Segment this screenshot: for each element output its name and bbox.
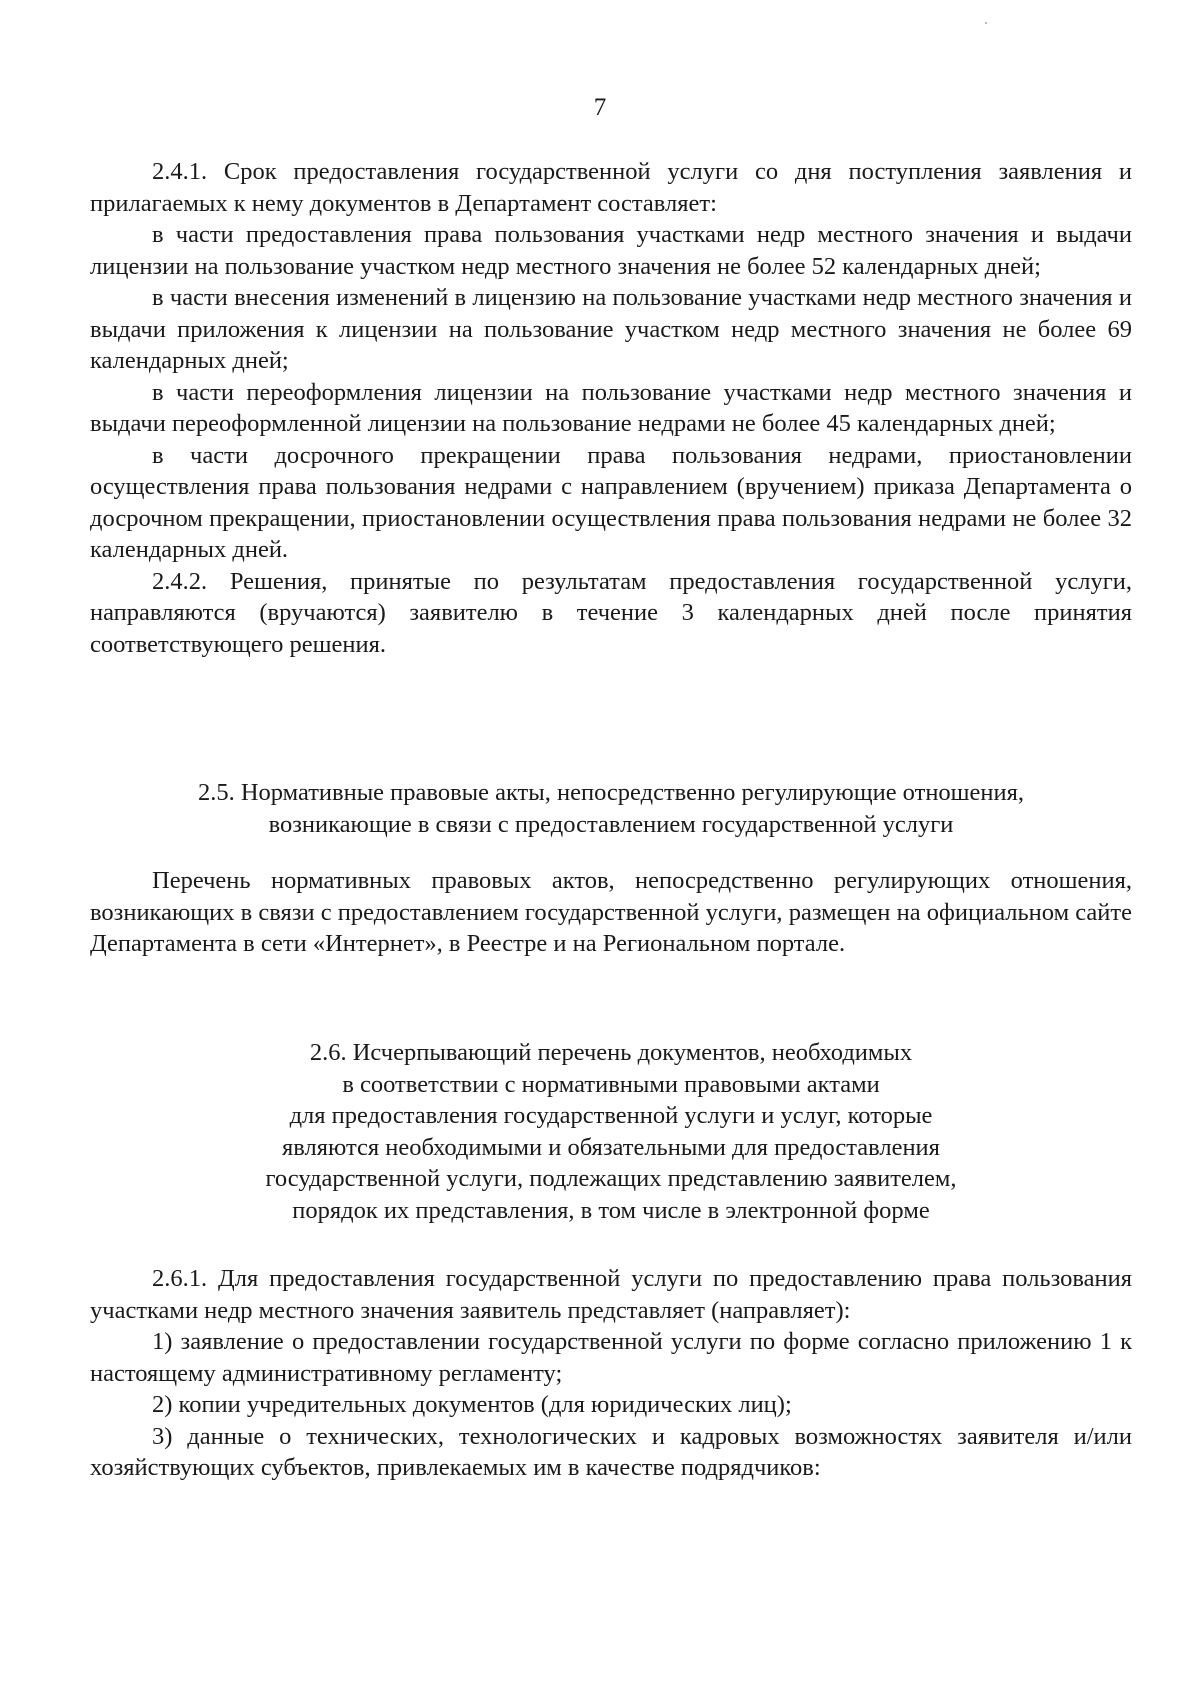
paragraph-2-6-1-item-1: 1) заявление о предоставлении государственной услуги по форме согласно приложению 1 к настоящему административному регламенту; — [90, 1328, 1132, 1387]
section-2-6-1 — [90, 1263, 1132, 1484]
paragraph-2-4-1-item-1: в части предоставления права пользования участками недр местного значения и выдачи лицензии на пользование участком недр местного значения не более 52 календарных дней; — [90, 221, 1132, 280]
paragraph-2-4-1: 2.4.1. Срок предоставления государственной услуги со дня поступления заявления и прилагаемых к нему документов в Департамент составляет: — [90, 158, 1132, 217]
heading-2-5-line: возникающие в связи с предоставлением государственной услуги — [268, 810, 954, 838]
paragraph-2-4-2: 2.4.2. Решения, принятые по результатам предоставления государственной услуги, направляются (вручаются) заявителю в течение 3 календарных дней после принятия соответствующего решения. — [90, 567, 1132, 658]
paragraph-2-6-1-item-3: 3) данные о технических, технологических и кадровых возможностях заявителя и/или хозяйствующих субъектов, привлекаемых им в качестве подрядчиков: — [90, 1422, 1132, 1481]
paragraph-2-4-1-item-4: в части досрочного прекращении права пользования недрами, приостановлении осуществления права пользования недрами с направлением (вручением) приказа Департамента о досрочном прекращении, приостановлении осуществления права пользования недрами не более 32 календарных дней. — [90, 441, 1132, 563]
section-2-5-body — [90, 865, 1132, 960]
heading-2-5 — [90, 777, 1132, 840]
paragraph-2-5: Перечень нормативных правовых актов, непосредственно регулирующих отношения, возникающих в связи с предоставлением государственной услуги, размещен на официальном сайте Департамента в сети «Интернет», в Реестре и на Региональном портале. — [90, 867, 1132, 957]
paragraph-2-4-1-item-2: в части внесения изменений в лицензию на пользование участками недр местного значения и выдачи приложения к лицензии на пользование участком недр местного значения не более 69 календарных дней; — [90, 284, 1132, 374]
page-number: 7 — [593, 94, 607, 121]
heading-2-6-line: 2.6. Исчерпывающий перечень документов, необходимых — [309, 1039, 913, 1066]
heading-2-6-line: в соответствии с нормативными правовыми актами — [342, 1070, 880, 1098]
paragraph-2-6-1-item-2: 2) копии учредительных документов (для юридических лиц); — [152, 1391, 792, 1418]
scan-speck — [985, 22, 987, 24]
paragraph-2-6-1: 2.6.1. Для предоставления государственной услуги по предоставлению права пользования участками недр местного значения заявитель представляет (направляет): — [90, 1265, 1132, 1324]
paragraph-2-4-1-item-3: в части переоформления лицензии на пользование участками недр местного значения и выдачи переоформленной лицензии на пользование недрами не более 45 календарных дней; — [90, 378, 1132, 437]
heading-2-6-line: для предоставления государственной услуги и услуг, которые — [289, 1102, 933, 1129]
heading-2-6-line: государственной услуги, подлежащих представлению заявителем, — [265, 1165, 957, 1192]
heading-2-6-line: порядок их представления, в том числе в электронной форме — [292, 1196, 930, 1224]
heading-2-5-line: 2.5. Нормативные правовые акты, непосредственно регулирующие отношения, — [197, 779, 1025, 806]
heading-2-6 — [90, 1037, 1132, 1226]
section-2-4 — [90, 156, 1132, 660]
heading-2-6-line: являются необходимыми и обязательными для предоставления — [282, 1133, 940, 1161]
